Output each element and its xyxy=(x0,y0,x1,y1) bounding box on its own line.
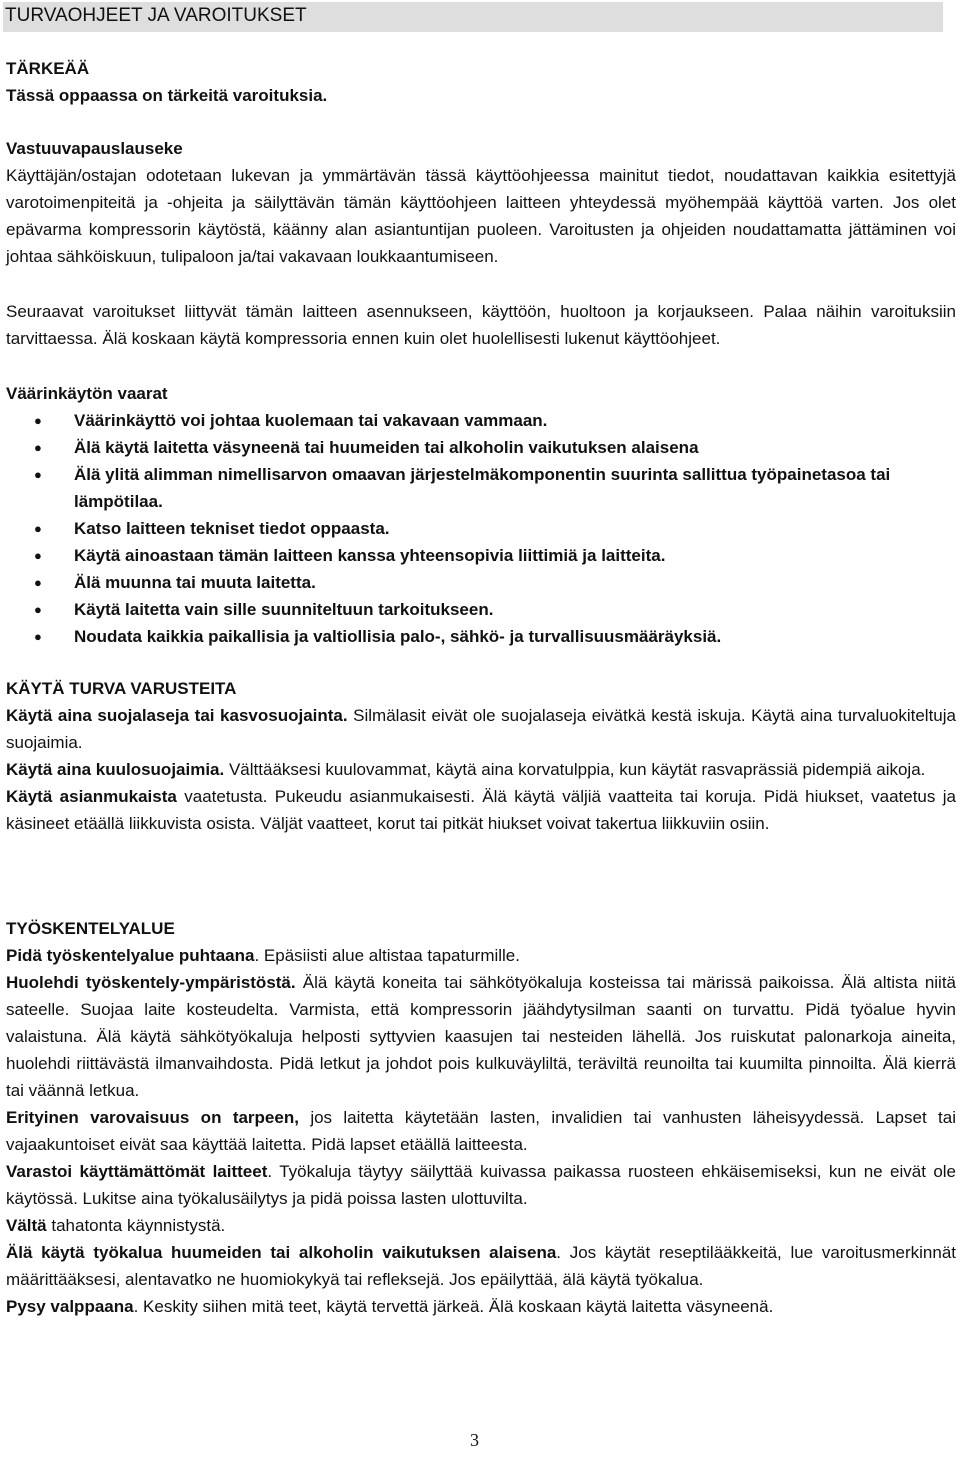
work-p3-lead: Erityinen varovaisuus on tarpeen, xyxy=(6,1108,299,1127)
important-title: TÄRKEÄÄ xyxy=(6,59,90,78)
list-item: ● Noudata kaikkia paikallisia ja valtiollisia palo-, sähkö- ja turvallisuusmääräyksiä. xyxy=(6,623,956,650)
work-paragraph-5 xyxy=(6,1212,956,1239)
list-item: ● Älä muunna tai muuta laitetta. xyxy=(6,569,956,596)
work-p1-lead: Pidä työskentelyalue puhtaana xyxy=(6,946,255,965)
work-p1-text: . Epäsiisti alue altistaa tapaturmille. xyxy=(254,946,520,965)
disclaimer-block xyxy=(6,135,956,270)
list-item: ● Väärinkäyttö voi johtaa kuolemaan tai vakavaan vammaan. xyxy=(6,407,956,434)
work-p6-text: . Jos käytät reseptilääkkeitä, lue varoitusmerkinnät määrittääksesi, alentavatko ne huomiokykyä tai refleksejä. Jos epäilyttää, älä käytä työkalua. xyxy=(6,1243,956,1289)
work-p4-lead: Varastoi käyttämättömät laitteet xyxy=(6,1162,268,1181)
disclaimer-text: Käyttäjän/ostajan odotetaan lukevan ja ymmärtävän tässä käyttöohjeessa mainitut tiedot, noudattavan kaikkia esitettyjä varotoimenpiteitä ja -ohjeita ja säilyttävän tämän käyttöohjeen laitteen yhteydessä myöhempää käyttöä varten. Jos olet epävarma kompressorin käytöstä, käänny alan asiantuntijan puoleen. Varoitusten ja ohjeiden noudattamatta jättäminen voi johtaa sähköiskuun, tulipaloon ja/tai vakavaan loukkaantumiseen. xyxy=(6,166,956,266)
disclaimer-text-2: Seuraavat varoitukset liittyvät tämän laitteen asennukseen, käyttöön, huoltoon ja korjaukseen. Palaa näihin varoituksiin tarvittaessa. Älä koskaan käytä kompressoria ennen kuin olet huolellisesti lukenut käyttöohjeet. xyxy=(6,302,956,348)
work-area-block xyxy=(6,915,956,1320)
work-paragraph-4 xyxy=(6,1158,956,1212)
work-title: TYÖSKENTELYALUE xyxy=(6,919,175,938)
gear-p1-lead: Käytä aina suojalaseja tai kasvosuojainta. xyxy=(6,706,348,725)
work-p5-text: tahatonta käynnistystä. xyxy=(46,1216,226,1235)
work-p4-text: . Työkaluja täytyy säilyttää kuivassa paikassa ruosteen ehkäisemiseksi, kun ne eivät ole käytössä. Lukitse aina työkalusäilytys ja pidä poissa lasten ulottuvilta. xyxy=(6,1162,957,1208)
misuse-title: Väärinkäytön vaarat xyxy=(6,384,168,403)
gear-p3-lead: Käytä asianmukaista xyxy=(6,787,177,806)
important-subtitle: Tässä oppaassa on tärkeitä varoituksia. xyxy=(6,86,328,105)
work-p7-text: . Keskity siihen mitä teet, käytä tervettä järkeä. Älä koskaan käytä laitetta väsyneenä. xyxy=(133,1297,774,1316)
work-p7-lead: Pysy valppaana xyxy=(6,1297,134,1316)
list-item: ● Älä ylitä alimman nimellisarvon omaavan järjestelmäkomponentin suurinta sallittua työpainetasoa tai lämpötilaa. xyxy=(6,461,944,515)
gear-p1-text: Silmälasit eivät ole suojalaseja eivätkä kestä iskuja. Käytä aina turvaluokiteltuja suojaimia. xyxy=(6,706,956,752)
gear-p2-text: Välttääksesi kuulovammat, käytä aina korvatulppia, kun käytät rasvaprässiä pidempiä aikoja. xyxy=(224,760,926,779)
section-header-title: TURVAOHJEET JA VAROITUKSET xyxy=(5,5,307,26)
gear-p3-text: vaatetusta. Pukeudu asianmukaisesti. Älä käytä väljiä vaatteita tai koruja. Pidä hiukset, vaatetus ja käsineet etäällä liikkuvista osista. Väljät vaatteet, korut tai pitkät hiukset voivat takertua liikkuviin osiin. xyxy=(6,787,956,833)
gear-paragraph-1 xyxy=(6,702,956,756)
page-number: 3 xyxy=(470,1430,479,1450)
work-paragraph-7 xyxy=(6,1293,956,1320)
gear-p2-lead: Käytä aina kuulosuojaimia. xyxy=(6,760,225,779)
important-block xyxy=(6,55,956,109)
work-p3-text: jos laitetta käytetään lasten, invalidien tai vanhusten läheisyydessä. Lapset tai vajaakuntoiset eivät saa käyttää laitetta. Pidä lapset etäällä laitteesta. xyxy=(6,1108,956,1154)
list-item: ● Käytä ainoastaan tämän laitteen kanssa yhteensopivia liittimiä ja laitteita. xyxy=(6,542,956,569)
work-paragraph-1 xyxy=(6,942,956,969)
disclaimer-block-2 xyxy=(6,298,956,352)
section-header-bar xyxy=(3,2,943,32)
gear-title: KÄYTÄ TURVA VARUSTEITA xyxy=(6,679,237,698)
list-item: ● Älä käytä laitetta väsyneenä tai huumeiden tai alkoholin vaikutuksen alaisena xyxy=(6,434,956,461)
work-paragraph-3 xyxy=(6,1104,956,1158)
gear-block xyxy=(6,675,956,837)
list-item: ● Käytä laitetta vain sille suunniteltuun tarkoitukseen. xyxy=(6,596,956,623)
work-p2-text: Älä käytä koneita tai sähkötyökaluja kosteissa tai märissä paikoissa. Älä altista niitä sateelle. Suojaa laite kosteudelta. Varmista, että kompressorin jäähdytysilman saanti on turvattu. Pidä työalue hyvin valaistuna. Älä käytä sähkötyökaluja helposti syttyvien kaasujen tai nesteiden lähellä. Jos ruiskutat palonarkoja aineita, huolehdi riittävästä ilmanvaihdosta. Pidä letkut ja johdot pois kulkuväyliltä, teräviltä reunoilta tai kuumilta pinnoilta. Älä kierrä tai väännä letkua. xyxy=(6,973,957,1100)
misuse-list xyxy=(6,407,956,650)
work-p5-lead: Vältä xyxy=(6,1216,47,1235)
work-p2-lead: Huolehdi työskentely-ympäristöstä. xyxy=(6,973,296,992)
work-p6-lead: Älä käytä työkalua huumeiden tai alkoholin vaikutuksen alaisena xyxy=(6,1243,557,1262)
disclaimer-title: Vastuuvapauslauseke xyxy=(6,139,183,158)
work-paragraph-2 xyxy=(6,969,956,1104)
list-item: ● Katso laitteen tekniset tiedot oppaasta. xyxy=(6,515,956,542)
gear-paragraph-3 xyxy=(6,783,956,837)
gear-paragraph-2 xyxy=(6,756,956,783)
work-paragraph-6 xyxy=(6,1239,956,1293)
misuse-block xyxy=(6,380,956,650)
